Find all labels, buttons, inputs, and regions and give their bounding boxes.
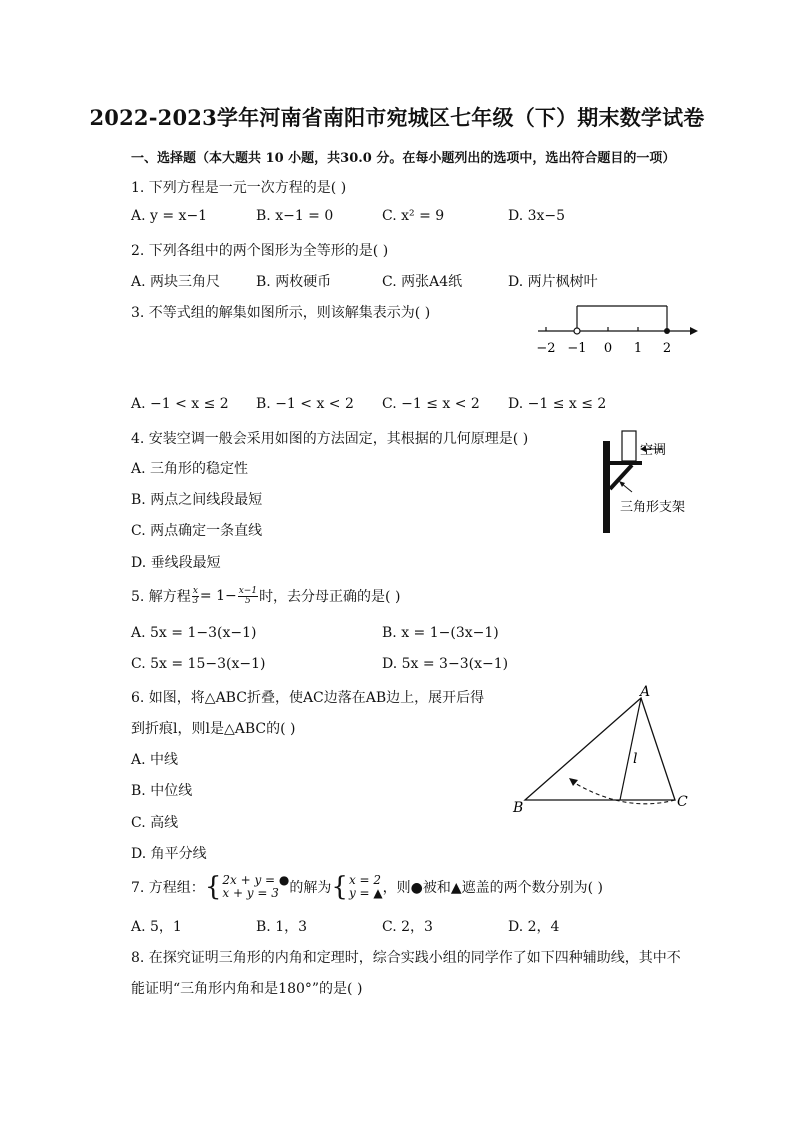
triangle-abc [525, 698, 675, 800]
question-7-stem-prefix: 7. 方程组： [131, 880, 205, 896]
fraction-xminus1-over-5: $\frac{x-1}{5}$ [238, 585, 258, 606]
question-6-option-b: B. 中位线 [131, 783, 193, 799]
question-3-option-b: B. −1 < x < 2 [256, 396, 354, 412]
question-4-option-d: D. 垂线段最短 [131, 555, 221, 571]
question-2-option-c: C. 两张A4纸 [382, 274, 463, 290]
question-5-stem-suffix: 时，去分母正确的是( ) [259, 589, 401, 605]
question-3-option-c: C. −1 ≤ x < 2 [382, 396, 480, 412]
question-2-option-d: D. 两片枫树叶 [508, 274, 598, 290]
question-1-option-c: C. x² = 9 [382, 208, 445, 224]
closed-circle-marker [664, 328, 670, 334]
brace-icon: { [331, 872, 348, 902]
question-5-eq-mid: = 1− [199, 588, 237, 604]
question-6-option-d: D. 角平分线 [131, 846, 207, 862]
question-5-option-a: A. 5x = 1−3(x−1) [131, 625, 257, 641]
tick-label: 2 [662, 341, 672, 356]
equation-system: 2x + y = ● x + y = 3 [222, 873, 290, 900]
wall [603, 441, 610, 533]
air-conditioner-label: 空调 [640, 443, 667, 458]
question-4-option-c: C. 两点确定一条直线 [131, 523, 263, 539]
question-5-option-d: D. 5x = 3−3(x−1) [382, 656, 509, 672]
vertex-b-label: B [513, 800, 524, 816]
question-7-option-d: D. 2，4 [508, 919, 560, 935]
question-4-stem: 4. 安装空调一般会采用如图的方法固定，其根据的几何原理是( ) [131, 431, 529, 447]
question-8-stem-line-1: 8. 在探究证明三角形的内角和定理时，综合实践小组的同学作了如下四种辅助线，其中不 [131, 950, 681, 966]
question-7-stem-suffix: ，则●被和▲遮盖的两个数分别为( ) [382, 880, 603, 896]
question-7-option-b: B. 1，3 [256, 919, 308, 935]
question-5-option-b: B. x = 1−(3x−1) [382, 625, 499, 641]
bracket-top [610, 461, 642, 465]
number-line-figure [530, 296, 700, 360]
section-heading: 一、选择题（本大题共 10 小题，共30.0 分。在每小题列出的选项中，选出符合题目的一项） [131, 151, 676, 166]
tick-label: −2 [536, 341, 556, 356]
question-4-option-a: A. 三角形的稳定性 [131, 461, 249, 477]
question-4-option-b: B. 两点之间线段最短 [131, 492, 263, 508]
question-5-option-c: C. 5x = 15−3(x−1) [131, 656, 266, 672]
vertex-c-label: C [677, 794, 688, 810]
fold-line-label: l [633, 751, 638, 767]
question-6-stem-line-2: 到折痕l，则l是△ABC的( ) [131, 721, 296, 737]
open-circle-marker [574, 328, 580, 334]
question-1-option-d: D. 3x−5 [508, 208, 566, 224]
question-3-option-d: D. −1 ≤ x ≤ 2 [508, 396, 607, 412]
bracket-label: 三角形支架 [620, 500, 686, 515]
solution-system: x = 2 y = ▲ [348, 873, 383, 900]
question-1-stem: 1. 下列方程是一元一次方程的是( ) [131, 180, 347, 196]
question-5-stem-prefix: 5. 解方程 [131, 589, 191, 605]
question-8-stem-line-2: 能证明“三角形内角和是180°”的是( ) [131, 981, 363, 997]
triangle-fold-figure [505, 685, 700, 820]
question-6-option-c: C. 高线 [131, 815, 179, 831]
question-6-stem-line-1: 6. 如图，将△ABC折叠，使AC边落在AB边上，展开后得 [131, 690, 485, 706]
brace-icon: { [204, 872, 222, 902]
question-7-stem-mid: 的解为 [289, 880, 332, 896]
vertex-a-label: A [640, 685, 651, 700]
question-3-stem: 3. 不等式组的解集如图所示，则该解集表示为( ) [131, 305, 431, 321]
question-7-option-a: A. 5，1 [131, 919, 182, 935]
question-2-option-b: B. 两枚硬币 [256, 274, 332, 290]
question-2-option-a: A. 两块三角尺 [131, 274, 221, 290]
question-6-option-a: A. 中线 [131, 752, 179, 768]
tick-label: −1 [567, 341, 587, 356]
tick-label: 0 [603, 341, 613, 356]
question-5-stem [131, 586, 400, 606]
question-7-stem [131, 872, 603, 902]
air-conditioner [622, 431, 636, 461]
question-1-option-b: B. x−1 = 0 [256, 208, 334, 224]
question-1-option-a: A. y = x−1 [131, 208, 208, 224]
question-3-option-a: A. −1 < x ≤ 2 [131, 396, 229, 412]
fraction-x-over-3: $\frac{x}{3}$ [192, 585, 199, 606]
page-title: 2022-2023学年河南省南阳市宛城区七年级（下）期末数学试卷 [89, 105, 705, 130]
tick-label: 1 [633, 341, 643, 356]
question-7-option-c: C. 2，3 [382, 919, 433, 935]
question-2-stem: 2. 下列各组中的两个图形为全等形的是( ) [131, 243, 389, 259]
air-conditioner-bracket-figure [596, 425, 706, 537]
